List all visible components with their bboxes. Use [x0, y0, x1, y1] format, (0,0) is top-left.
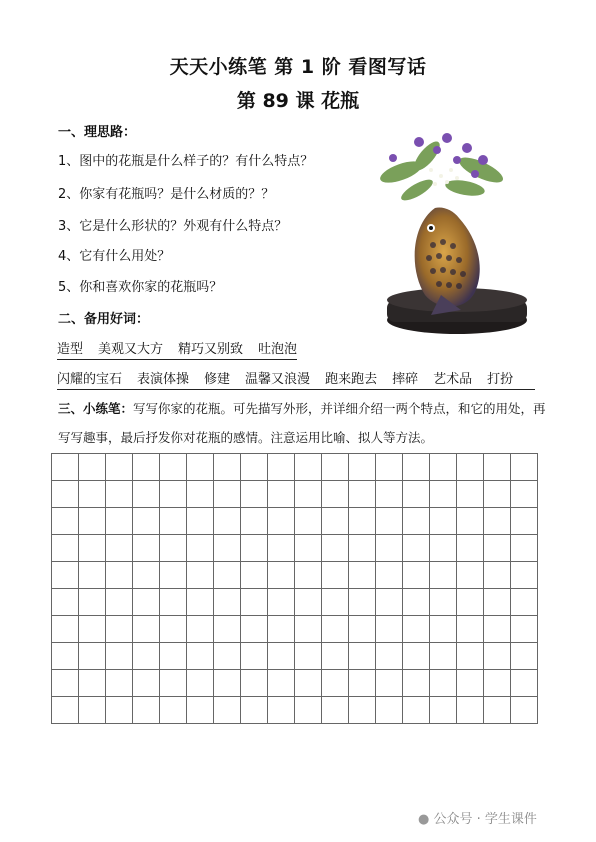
grid-cell	[160, 589, 187, 616]
grid-row	[52, 643, 538, 670]
grid-cell	[241, 670, 268, 697]
grid-cell	[187, 616, 214, 643]
grid-cell	[376, 670, 403, 697]
grid-cell	[268, 562, 295, 589]
grid-cell	[214, 616, 241, 643]
grid-cell	[484, 481, 511, 508]
grid-cell	[295, 589, 322, 616]
grid-cell	[187, 589, 214, 616]
grid-cell	[376, 616, 403, 643]
grid-cell	[484, 670, 511, 697]
grid-row	[52, 508, 538, 535]
grid-cell	[214, 670, 241, 697]
grid-cell	[214, 508, 241, 535]
grid-cell	[133, 670, 160, 697]
grid-cell	[268, 697, 295, 724]
grid-cell	[295, 508, 322, 535]
grid-cell	[403, 508, 430, 535]
section-3-text: 写写你家的花瓶。可先描写外形，并详细介绍一两个特点，和它的用处，再写写趣事，最后抒发你对花瓶的感情。注意运用比喻、拟人等方法。	[58, 401, 546, 445]
grid-cell	[160, 562, 187, 589]
grid-cell	[133, 481, 160, 508]
grid-cell	[376, 589, 403, 616]
grid-cell	[322, 670, 349, 697]
title-line-1: 天天小练笔 第 1 阶 看图写话	[169, 56, 427, 78]
grid-cell	[457, 508, 484, 535]
grid-cell	[430, 697, 457, 724]
grid-cell	[268, 616, 295, 643]
grid-cell	[187, 454, 214, 481]
grid-cell	[52, 535, 79, 562]
word: 吐泡泡	[258, 342, 298, 357]
grid-cell	[241, 589, 268, 616]
grid-cell	[106, 589, 133, 616]
grid-cell	[430, 616, 457, 643]
grid-cell	[430, 562, 457, 589]
word: 造型	[57, 342, 84, 357]
word: 精巧又别致	[178, 342, 244, 357]
grid-cell	[295, 535, 322, 562]
word: 艺术品	[433, 372, 473, 387]
grid-cell	[349, 562, 376, 589]
grid-cell	[322, 535, 349, 562]
grid-cell	[511, 508, 538, 535]
grid-cell	[349, 643, 376, 670]
title-line-2: 第 89 课 花瓶	[236, 90, 360, 112]
question-1: 1、图中的花瓶是什么样子的？有什么特点？	[58, 154, 314, 169]
grid-cell	[52, 589, 79, 616]
grid-cell	[187, 670, 214, 697]
grid-cell	[187, 535, 214, 562]
grid-cell	[241, 643, 268, 670]
grid-cell	[295, 616, 322, 643]
grid-cell	[106, 535, 133, 562]
grid-cell	[106, 697, 133, 724]
section-3-heading: 三、小练笔：	[58, 401, 134, 416]
grid-cell	[403, 481, 430, 508]
grid-cell	[511, 589, 538, 616]
section-1-heading: 一、理思路：	[58, 125, 137, 140]
grid-cell	[268, 643, 295, 670]
word: 表演体操	[137, 372, 190, 387]
footer-text: 公众号 · 学生课件	[433, 812, 537, 827]
grid-cell	[376, 562, 403, 589]
grid-cell	[160, 643, 187, 670]
grid-cell	[295, 481, 322, 508]
grid-cell	[376, 535, 403, 562]
grid-cell	[484, 697, 511, 724]
grid-cell	[430, 508, 457, 535]
grid-cell	[430, 643, 457, 670]
grid-row	[52, 589, 538, 616]
grid-cell	[241, 535, 268, 562]
grid-cell	[511, 481, 538, 508]
grid-cell	[133, 643, 160, 670]
grid-cell	[511, 562, 538, 589]
grid-cell	[457, 535, 484, 562]
question-4: 4、它有什么用处？	[58, 249, 171, 264]
grid-cell	[322, 616, 349, 643]
grid-cell	[79, 616, 106, 643]
word-row-2	[57, 368, 535, 390]
grid-cell	[430, 535, 457, 562]
word: 美观又大方	[98, 342, 164, 357]
question-5: 5、你和喜欢你家的花瓶吗？	[58, 280, 223, 295]
grid-row	[52, 481, 538, 508]
grid-cell	[376, 481, 403, 508]
section-3-paragraph	[58, 394, 548, 452]
grid-cell	[457, 643, 484, 670]
grid-cell	[349, 481, 376, 508]
grid-cell	[430, 481, 457, 508]
grid-cell	[52, 454, 79, 481]
grid-cell	[484, 508, 511, 535]
grid-cell	[349, 616, 376, 643]
grid-cell	[457, 454, 484, 481]
grid-cell	[160, 697, 187, 724]
grid-cell	[52, 643, 79, 670]
grid-cell	[268, 589, 295, 616]
grid-cell	[376, 643, 403, 670]
word: 闪耀的宝石	[57, 372, 123, 387]
grid-cell	[484, 616, 511, 643]
grid-cell	[187, 481, 214, 508]
grid-cell	[187, 697, 214, 724]
grid-cell	[349, 454, 376, 481]
grid-cell	[511, 697, 538, 724]
grid-cell	[241, 562, 268, 589]
grid-cell	[511, 535, 538, 562]
grid-cell	[79, 562, 106, 589]
vase-photo	[361, 130, 533, 340]
grid-cell	[295, 670, 322, 697]
grid-cell	[79, 535, 106, 562]
writing-grid	[51, 453, 538, 724]
grid-cell	[79, 697, 106, 724]
grid-cell	[457, 589, 484, 616]
grid-cell	[322, 697, 349, 724]
grid-cell	[430, 589, 457, 616]
grid-cell	[214, 697, 241, 724]
grid-cell	[214, 643, 241, 670]
grid-cell	[133, 616, 160, 643]
grid-cell	[295, 562, 322, 589]
grid-cell	[322, 643, 349, 670]
grid-cell	[349, 589, 376, 616]
grid-cell	[457, 481, 484, 508]
question-3: 3、它是什么形状的？外观有什么特点？	[58, 219, 288, 234]
grid-cell	[295, 697, 322, 724]
section-2-heading: 二、备用好词：	[58, 312, 150, 327]
grid-cell	[79, 508, 106, 535]
grid-cell	[403, 589, 430, 616]
grid-cell	[295, 643, 322, 670]
grid-cell	[241, 508, 268, 535]
grid-row	[52, 697, 538, 724]
grid-cell	[349, 670, 376, 697]
grid-cell	[52, 697, 79, 724]
grid-cell	[457, 616, 484, 643]
grid-cell	[511, 454, 538, 481]
grid-cell	[349, 535, 376, 562]
grid-cell	[268, 481, 295, 508]
grid-row	[52, 454, 538, 481]
grid-cell	[214, 589, 241, 616]
grid-cell	[79, 454, 106, 481]
grid-cell	[268, 508, 295, 535]
grid-cell	[403, 697, 430, 724]
grid-cell	[160, 481, 187, 508]
grid-cell	[52, 481, 79, 508]
grid-cell	[430, 670, 457, 697]
grid-cell	[52, 616, 79, 643]
grid-row	[52, 670, 538, 697]
grid-cell	[376, 697, 403, 724]
grid-cell	[376, 508, 403, 535]
grid-cell	[106, 508, 133, 535]
grid-cell	[106, 616, 133, 643]
grid-cell	[403, 616, 430, 643]
grid-cell	[106, 643, 133, 670]
grid-cell	[322, 454, 349, 481]
grid-cell	[484, 454, 511, 481]
grid-cell	[403, 535, 430, 562]
grid-cell	[403, 454, 430, 481]
grid-cell	[511, 670, 538, 697]
grid-cell	[160, 670, 187, 697]
grid-cell	[133, 697, 160, 724]
grid-cell	[79, 670, 106, 697]
grid-cell	[241, 454, 268, 481]
grid-cell	[403, 670, 430, 697]
grid-cell	[349, 508, 376, 535]
grid-cell	[457, 562, 484, 589]
grid-cell	[241, 481, 268, 508]
grid-cell	[268, 670, 295, 697]
grid-cell	[79, 589, 106, 616]
grid-cell	[511, 616, 538, 643]
grid-cell	[457, 670, 484, 697]
grid-cell	[322, 481, 349, 508]
grid-cell	[160, 535, 187, 562]
grid-cell	[457, 697, 484, 724]
grid-cell	[322, 562, 349, 589]
grid-cell	[484, 535, 511, 562]
grid-cell	[214, 535, 241, 562]
grid-row	[52, 535, 538, 562]
grid-cell	[160, 508, 187, 535]
word: 打扮	[487, 372, 514, 387]
grid-cell	[160, 454, 187, 481]
grid-cell	[133, 454, 160, 481]
grid-cell	[106, 481, 133, 508]
grid-cell	[187, 508, 214, 535]
grid-cell	[430, 454, 457, 481]
grid-cell	[160, 616, 187, 643]
grid-cell	[295, 454, 322, 481]
grid-cell	[133, 508, 160, 535]
grid-cell	[133, 535, 160, 562]
grid-cell	[322, 508, 349, 535]
footer-watermark	[418, 808, 537, 827]
grid-cell	[484, 562, 511, 589]
grid-row	[52, 616, 538, 643]
grid-cell	[214, 562, 241, 589]
grid-cell	[187, 643, 214, 670]
grid-cell	[403, 562, 430, 589]
grid-cell	[349, 697, 376, 724]
grid-cell	[376, 454, 403, 481]
grid-cell	[214, 454, 241, 481]
grid-cell	[133, 589, 160, 616]
grid-cell	[322, 589, 349, 616]
grid-cell	[403, 643, 430, 670]
grid-cell	[214, 481, 241, 508]
grid-row	[52, 562, 538, 589]
question-2: 2、你家有花瓶吗？是什么材质的？？	[58, 187, 275, 202]
word: 修建	[204, 372, 231, 387]
grid-cell	[268, 535, 295, 562]
grid-cell	[52, 562, 79, 589]
grid-cell	[187, 562, 214, 589]
grid-cell	[484, 589, 511, 616]
grid-cell	[106, 562, 133, 589]
grid-cell	[52, 670, 79, 697]
wechat-icon: ●	[418, 812, 430, 827]
word: 跑来跑去	[325, 372, 378, 387]
grid-cell	[484, 643, 511, 670]
grid-cell	[79, 481, 106, 508]
word: 温馨又浪漫	[245, 372, 311, 387]
grid-cell	[133, 562, 160, 589]
grid-cell	[106, 454, 133, 481]
grid-cell	[106, 670, 133, 697]
grid-cell	[241, 616, 268, 643]
word-row-1	[57, 338, 297, 360]
grid-cell	[52, 508, 79, 535]
grid-cell	[511, 643, 538, 670]
word: 摔碎	[392, 372, 419, 387]
grid-cell	[268, 454, 295, 481]
grid-cell	[79, 643, 106, 670]
grid-cell	[241, 697, 268, 724]
